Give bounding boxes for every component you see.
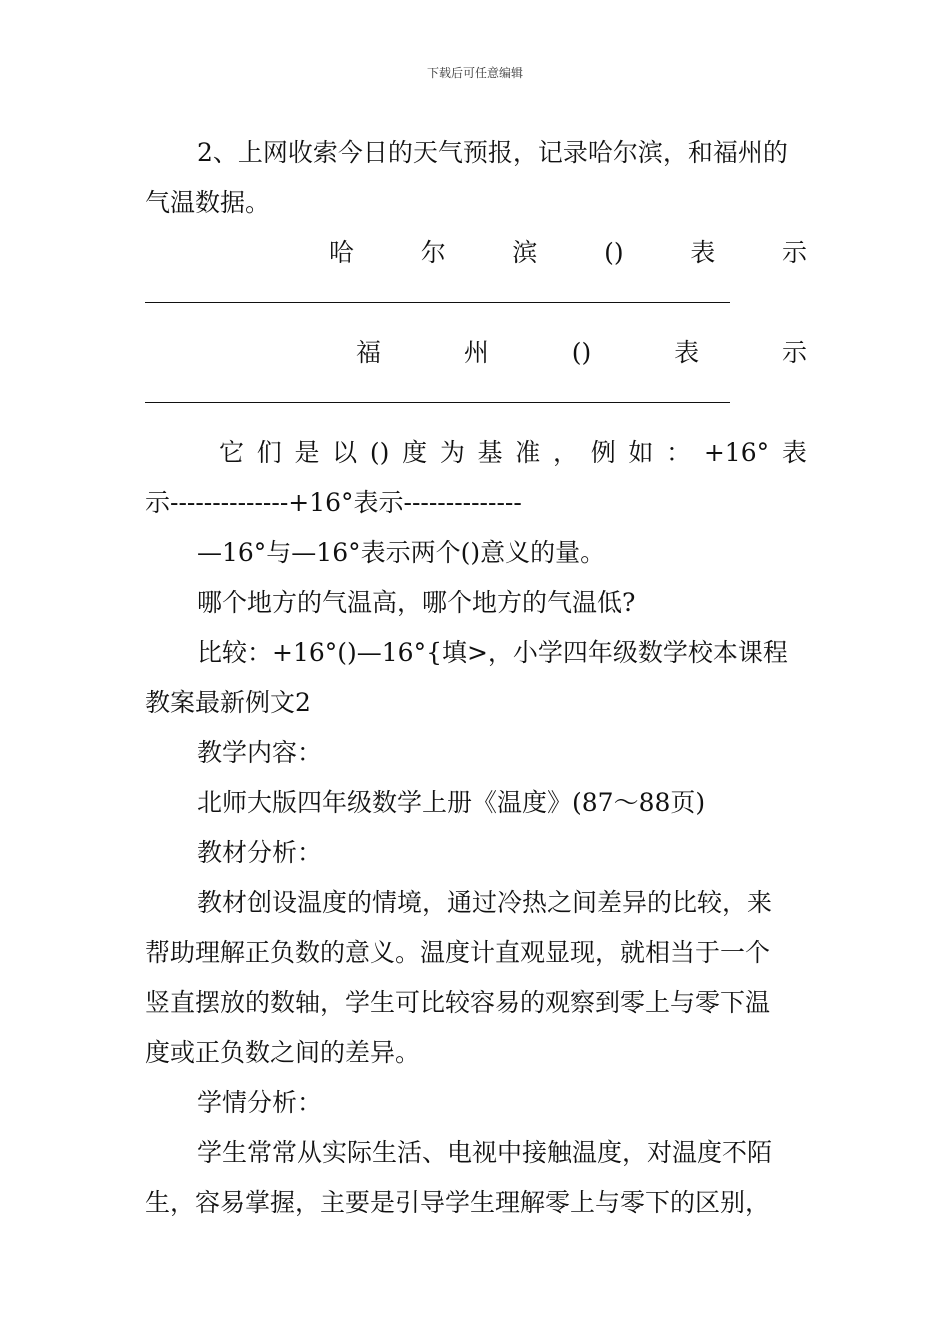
harbin-token: 表 xyxy=(690,238,716,267)
paragraph-task-line1: 2、上网收索今日的天气预报，记录哈尔滨，和福州的 xyxy=(197,138,788,167)
fuzhou-token: 福 xyxy=(356,338,382,367)
section-title-analysis: 教材分析： xyxy=(197,838,323,867)
student-line1: 学生常常从实际生活、电视中接触温度，对温度不陌 xyxy=(197,1138,773,1167)
fuzhou-blank: () xyxy=(571,338,592,367)
fuzhou-token: 表 xyxy=(674,338,700,367)
question-line: 哪个地方的气温高，哪个地方的气温低? xyxy=(197,588,636,617)
student-line2: 生，容易掌握，主要是引导学生理解零上与零下的区别， xyxy=(145,1188,771,1217)
harbin-token: 尔 xyxy=(420,238,446,267)
baseline-token: 基 xyxy=(477,438,503,467)
baseline-line2: 示--------------+16°表示-------------- xyxy=(145,488,522,517)
harbin-token: 示 xyxy=(781,238,807,267)
baseline-token: 准 xyxy=(515,438,541,467)
section-title-student: 学情分析： xyxy=(197,1088,323,1117)
document-body xyxy=(145,128,807,1228)
baseline-fill-line xyxy=(145,428,807,478)
baseline-token: 表 xyxy=(781,438,807,467)
baseline-token: ： xyxy=(666,438,692,467)
paragraph-task-line2: 气温数据。 xyxy=(145,188,271,217)
harbin-token: 哈 xyxy=(329,238,355,267)
baseline-token: 是 xyxy=(294,438,320,467)
baseline-token: 例 xyxy=(590,438,616,467)
analysis-line4: 度或正负数之间的差异。 xyxy=(145,1038,421,1067)
baseline-token: 度 xyxy=(402,438,428,467)
analysis-line3: 竖直摆放的数轴，学生可比较容易的观察到零上与零下温 xyxy=(145,988,771,1017)
harbin-blank: () xyxy=(604,238,624,267)
content-line: 北师大版四年级数学上册《温度》(87～88页) xyxy=(197,788,706,817)
baseline-token: 们 xyxy=(256,438,282,467)
baseline-token: 如 xyxy=(628,438,654,467)
opposite-meaning-line: —16°与—16°表示两个()意义的量。 xyxy=(197,538,606,567)
fuzhou-answer-rule xyxy=(145,378,807,428)
compare-line1: 比较：+16°()—16°{填>，小学四年级数学校本课程 xyxy=(197,638,788,667)
page-header: 下载后可任意编辑 xyxy=(426,66,523,80)
section-title-content: 教学内容： xyxy=(197,738,323,767)
baseline-token: 以 xyxy=(332,438,358,467)
fuzhou-token: 州 xyxy=(463,338,489,367)
analysis-line1: 教材创设温度的情境，通过冷热之间差异的比较，来 xyxy=(197,888,773,917)
fuzhou-fill-line xyxy=(145,328,807,378)
harbin-token: 滨 xyxy=(512,238,538,267)
baseline-token: +16° xyxy=(703,438,770,467)
harbin-fill-line xyxy=(145,228,807,278)
analysis-line2: 帮助理解正负数的意义。温度计直观显现，就相当于一个 xyxy=(145,938,771,967)
baseline-token: 它 xyxy=(219,438,245,467)
fuzhou-token: 示 xyxy=(781,338,807,367)
compare-line2: 教案最新例文2 xyxy=(145,688,311,717)
harbin-answer-rule xyxy=(145,278,807,328)
baseline-token: 为 xyxy=(439,438,465,467)
baseline-token: ， xyxy=(552,438,578,467)
baseline-blank: () xyxy=(369,438,390,467)
